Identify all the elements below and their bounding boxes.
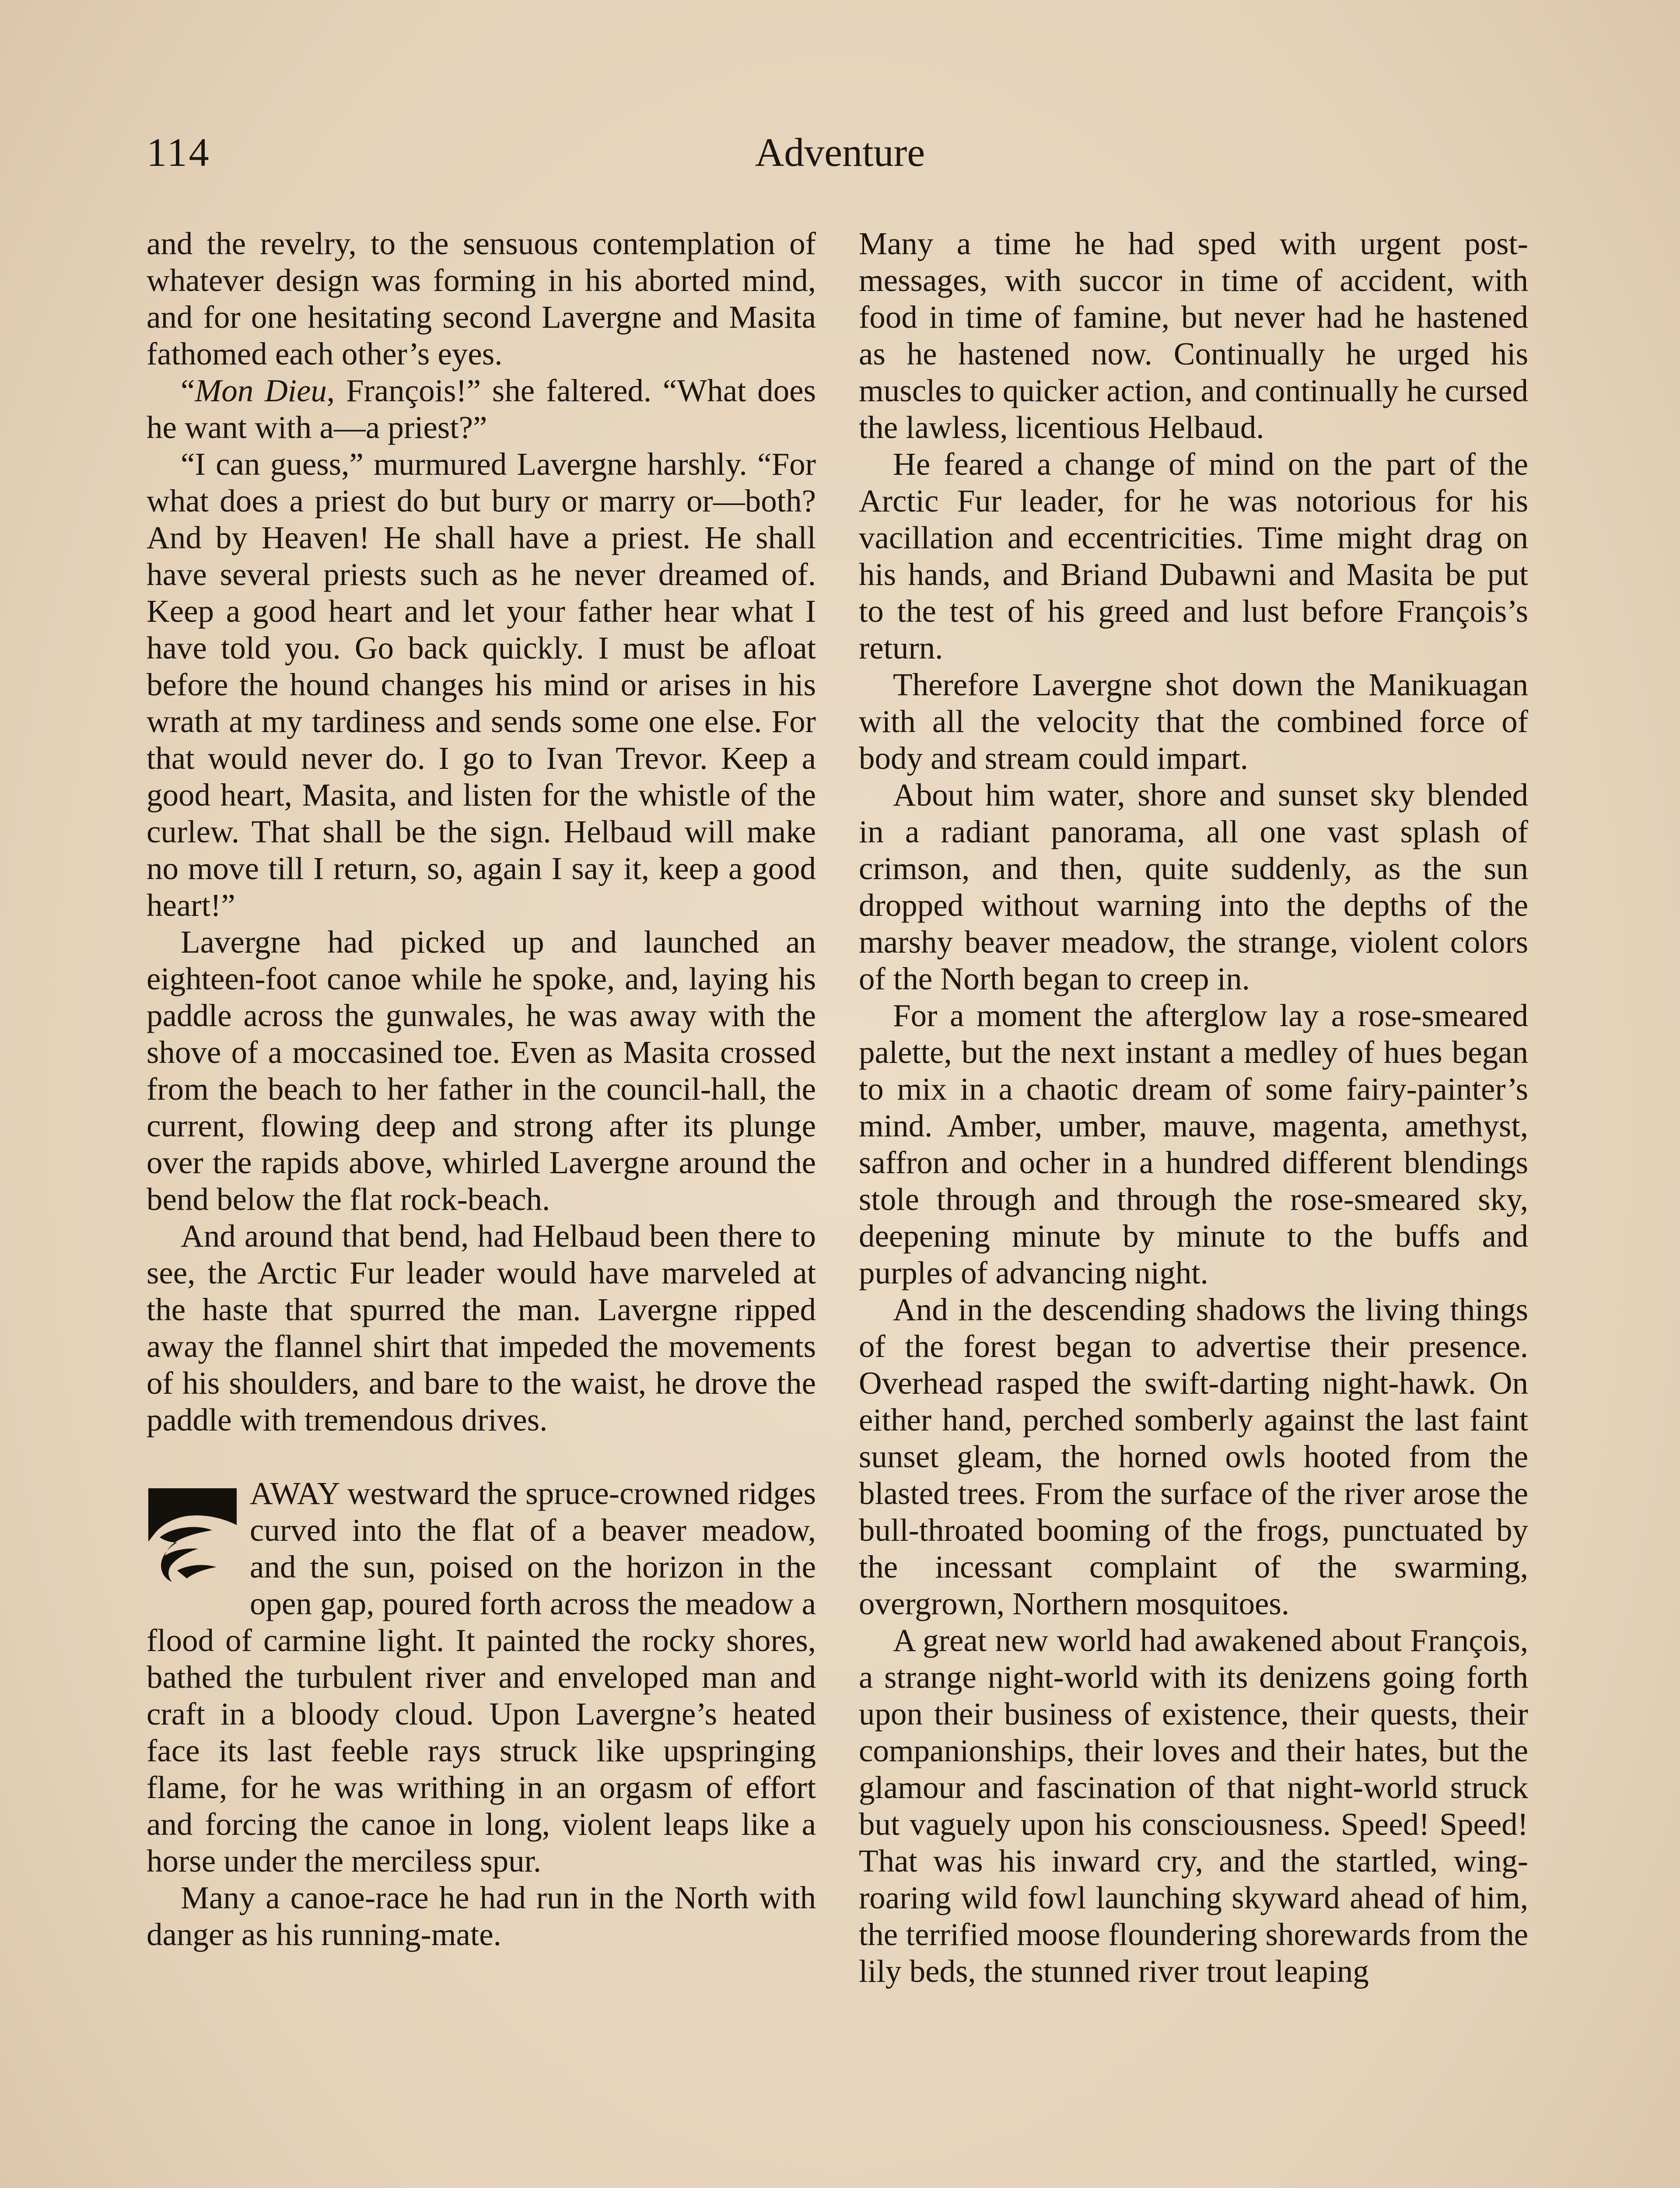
section-opening	[147, 1475, 816, 1879]
paragraph: Many a time he had sped with urgent post-messages, with succor in time of accident, with food in time of famine, but never had he hastened as he hastened now. Continually he urged his muscles to quicker action, and continually he cursed the lawless, licentious Helbaud.	[859, 226, 1528, 445]
right-column	[859, 225, 1528, 1990]
section-break	[147, 1438, 816, 1475]
paragraph: And in the descending shadows the living things of the forest began to advertise their presence. Overhead rasped the swift-darting night-hawk. On either hand, perched somberly against the last faint sunset gleam, the horned owls hooted from the blasted trees. From the surface of the river arose the bull-throated booming of the frogs, punctuated by the incessant complaint of the swarming, overgrown, Northern mosquitoes.	[859, 1292, 1528, 1621]
paragraph	[147, 1475, 816, 1879]
paragraph: and the revelry, to the sensuous contemplation of whatever design was forming in his aborted mind, and for one hesitating second Lavergne and Masita fathomed each other’s eyes.	[147, 226, 816, 372]
paragraph: And around that bend, had Helbaud been there to see, the Arctic Fur leader would have marveled at the haste that spurred the man. Lavergne ripped away the flannel shirt that impeded the movements of his shoulders, and bare to the waist, he drove the paddle with tremendous drives.	[147, 1218, 816, 1438]
paragraph-text: westward the spruce-crowned ridges curved into the flat of a beaver meadow, and the sun, poised on the horizon in the open gap, poured forth across the meadow a flood of carmine light. It painted the rocky shores, bathed the turbulent river and enveloped man and craft in a bloody cloud. Upon Lavergne’s heated face its last feeble rays struck like upspringing flame, for he was writhing in an orgasm of effort and forcing the canoe in long, violent leaps like a horse under the merciless spur.	[147, 1476, 816, 1879]
left-column	[147, 225, 816, 1953]
paragraph: “Mon Dieu, François!” she faltered. “What does he want with a—a priest?”	[147, 373, 816, 445]
paragraph: A great new world had awakened about François, a strange night-world with its denizens going forth upon their business of existence, their quests, their companionships, their loves and their hates, but the glamour and fascination of that night-world struck but vaguely upon his consciousness. Speed! Speed! That was his inward cry, and the startled, wing-roaring wild fowl launching skyward ahead of him, the terrified moose floundering shorewards from the lily beds, the stunned river trout leaping	[859, 1623, 1528, 1989]
paragraph: Lavergne had picked up and launched an eighteen-foot canoe while he spoke, and, laying his paddle across the gunwales, he was away with the shove of a moccasined toe. Even as Masita crossed from the beach to her father in the council-hall, the current, flowing deep and strong after its plunge over the rapids above, whirled Lavergne around the bend below the flat rock-beach.	[147, 924, 816, 1217]
emphasis: Mon Dieu	[195, 373, 327, 408]
paragraph: “I can guess,” murmured Lavergne harshly. “For what does a priest do but bury or marry or—both? And by Heaven! He shall have a priest. He shall have several priests such as he never dreamed of. Keep a good heart and let your father hear what I have told you. Go back quickly. I must be afloat before the hound changes his mind or arises in his wrath at my tardiness and sends some one else. For that would never do. I go to Ivan Trevor. Keep a good heart, Masita, and listen for the whistle of the curlew. That shall be the sign. Helbaud will make no move till I return, so, again I say it, keep a good heart!”	[147, 446, 816, 923]
paragraph: Many a canoe-race he had run in the North with danger as his running-mate.	[147, 1880, 816, 1952]
decorative-initial-icon	[147, 1485, 238, 1586]
paragraph-text: , François!” she faltered. “What does he want with a—a priest?”	[147, 373, 816, 445]
page-header	[147, 129, 1533, 186]
paragraph: He feared a change of mind on the part of the Arctic Fur leader, for he was notorious for his vacillation and eccentricities. Time might drag on his hands, and Briand Dubawni and Masita be put to the test of his greed and lust before François’s return.	[859, 446, 1528, 666]
paragraph: About him water, shore and sunset sky blended in a radiant panorama, all one vast splash of crimson, and then, quite suddenly, as the sun dropped without warning into the depths of the marshy beaver meadow, the strange, violent colors of the North began to creep in.	[859, 777, 1528, 996]
lead-word: AWAY	[250, 1476, 339, 1511]
paragraph: Therefore Lavergne shot down the Manikuagan with all the velocity that the combined force of body and stream could impart.	[859, 667, 1528, 776]
running-title: Adventure	[755, 130, 925, 175]
paragraph: For a moment the afterglow lay a rose-smeared palette, but the next instant a medley of hues began to mix in a chaotic dream of some fairy-painter’s mind. Amber, umber, mauve, magenta, amethyst, saffron and ocher in a hundred different blendings stole through and through the rose-smeared sky, deepening minute by minute to the buffs and purples of advancing night.	[859, 998, 1528, 1290]
page-number: 114	[147, 130, 211, 175]
